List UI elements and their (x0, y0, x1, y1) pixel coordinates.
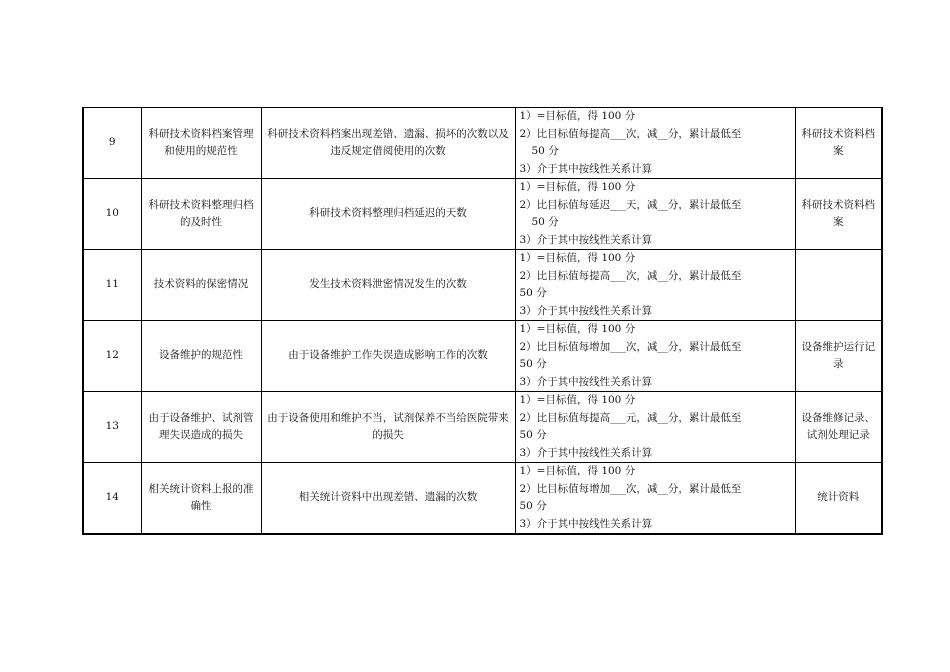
rule-line: 3）介于其中按线性关系计算 (519, 162, 653, 175)
data-source: 科研技术资料档案 (795, 179, 882, 250)
indicator-name: 技术资料的保密情况 (141, 250, 261, 321)
table-row (83, 392, 882, 463)
indicator-definition: 相关统计资料中出现差错、遗漏的次数 (261, 463, 515, 535)
rule-line: 2）比目标值每提高___元，减__分，累计最低至 (519, 411, 742, 424)
row-number: 11 (83, 250, 141, 321)
rule-line: 1）=目标值，得 100 分 (519, 110, 636, 122)
rule-line: 1）=目标值，得 100 分 (519, 394, 636, 406)
rule-line: 50 分 (519, 287, 547, 299)
indicator-name: 相关统计资料上报的准确性 (141, 463, 261, 535)
table-row (83, 321, 882, 392)
scoring-rule (515, 321, 795, 392)
rule-line: 50 分 (519, 500, 547, 512)
data-source: 设备维修记录、试剂处理记录 (795, 392, 882, 463)
rule-line: 1）=目标值，得 100 分 (519, 323, 636, 335)
indicator-name: 设备维护的规范性 (141, 321, 261, 392)
row-number: 14 (83, 463, 141, 535)
data-source: 统计资料 (795, 463, 882, 535)
scoring-rule (515, 179, 795, 250)
table-row (83, 108, 882, 179)
rule-line: 3）介于其中按线性关系计算 (519, 446, 653, 459)
rule-line: 1）=目标值，得 100 分 (519, 181, 636, 193)
rule-line: 3）介于其中按线性关系计算 (519, 233, 653, 246)
rule-line: 3）介于其中按线性关系计算 (519, 304, 653, 317)
indicator-definition: 由于设备使用和维护不当，试剂保养不当给医院带来的损失 (261, 392, 515, 463)
rule-line: 2）比目标值每增加___次，减__分，累计最低至 (519, 482, 742, 495)
scoring-rule (515, 250, 795, 321)
indicator-name: 由于设备维护、试剂管理失误造成的损失 (141, 392, 261, 463)
kpi-table-body (83, 108, 882, 535)
data-source (795, 250, 882, 321)
indicator-definition: 科研技术资料档案出现差错、遗漏、损坏的次数以及违反规定借阅使用的次数 (261, 108, 515, 179)
data-source: 科研技术资料档案 (795, 108, 882, 179)
indicator-definition: 发生技术资料泄密情况发生的次数 (261, 250, 515, 321)
scoring-rule (515, 392, 795, 463)
row-number: 12 (83, 321, 141, 392)
indicator-definition: 由于设备维护工作失误造成影响工作的次数 (261, 321, 515, 392)
rule-line: 2）比目标值每延迟___天，减__分，累计最低至 (519, 198, 742, 211)
kpi-table (82, 107, 883, 535)
rule-line: 1）=目标值，得 100 分 (519, 252, 636, 264)
rule-line: 50 分 (519, 429, 547, 441)
row-number: 13 (83, 392, 141, 463)
rule-line: 3）介于其中按线性关系计算 (519, 517, 653, 530)
data-source: 设备维护运行记录 (795, 321, 882, 392)
row-number: 9 (83, 108, 141, 179)
rule-line: 2）比目标值每提高___次，减__分，累计最低至 (519, 127, 742, 140)
indicator-name: 科研技术资料整理归档的及时性 (141, 179, 261, 250)
rule-line: 50 分 (519, 358, 547, 370)
indicator-name: 科研技术资料档案管理和使用的规范性 (141, 108, 261, 179)
scoring-rule (515, 108, 795, 179)
table-row (83, 250, 882, 321)
rule-line: 3）介于其中按线性关系计算 (519, 375, 653, 388)
table-row (83, 179, 882, 250)
rule-line: 2）比目标值每提高___次，减__分，累计最低至 (519, 269, 742, 282)
scoring-rule (515, 463, 795, 535)
indicator-definition: 科研技术资料整理归档延迟的天数 (261, 179, 515, 250)
row-number: 10 (83, 179, 141, 250)
rule-line: 2）比目标值每增加___次，减__分，累计最低至 (519, 340, 742, 353)
table-row (83, 463, 882, 535)
rule-line: 50 分 (531, 216, 559, 228)
rule-line: 1）=目标值，得 100 分 (519, 465, 636, 477)
rule-line: 50 分 (531, 145, 559, 157)
